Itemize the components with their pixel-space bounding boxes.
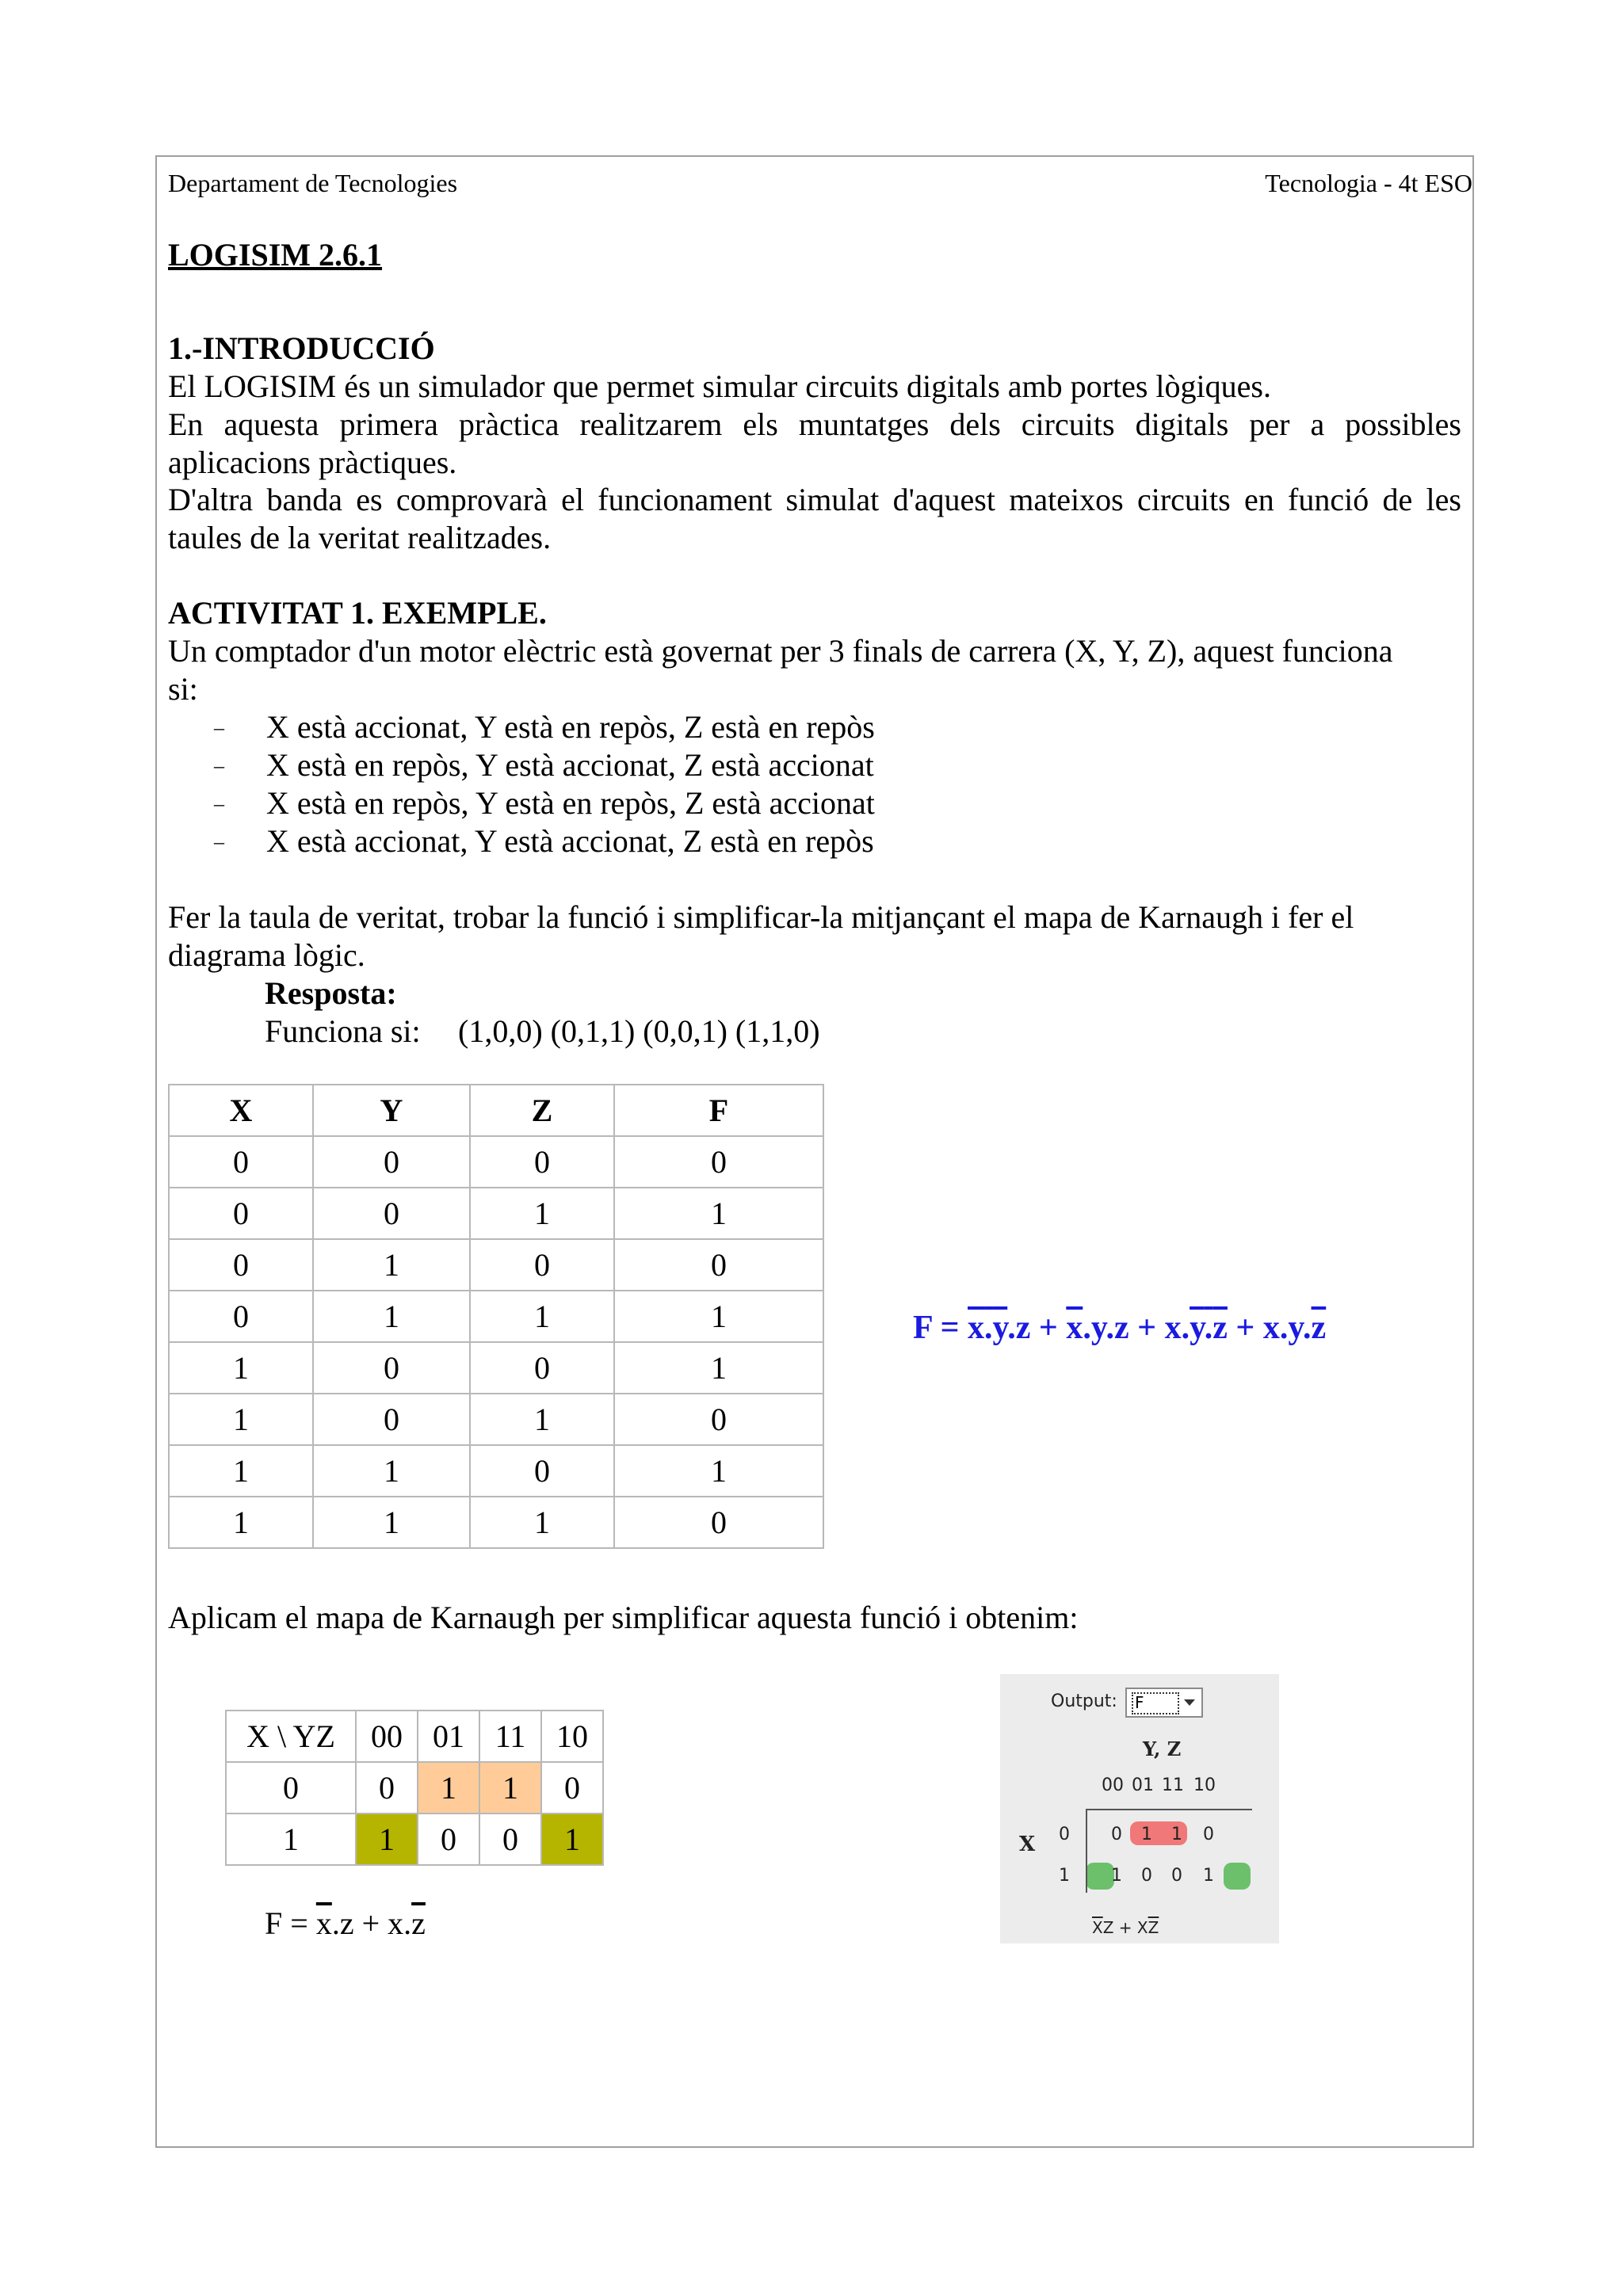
table-cell: 1 — [614, 1445, 823, 1497]
kmap-cell: 1 — [479, 1762, 541, 1814]
condition-item: X està en repòs, Y està accionat, Z està accionat — [266, 747, 874, 783]
intro-heading: 1.-INTRODUCCIÓ — [168, 330, 435, 366]
table-row — [169, 1497, 823, 1548]
negated-term: $\overline{Z}$ — [1148, 1918, 1159, 1937]
negated-term: $\overline{x}$ — [315, 1905, 332, 1941]
table-cell: 0 — [614, 1394, 823, 1445]
logisim-column-header: 11 — [1162, 1775, 1184, 1795]
table-cell: 1 — [470, 1394, 614, 1445]
logisim-cell: 1 — [1141, 1825, 1152, 1844]
table-row — [169, 1291, 823, 1342]
kmap-row — [226, 1762, 603, 1814]
intro-paragraph-1: El LOGISIM és un simulador que permet simular circuits digitals amb portes lògiques. — [168, 368, 1271, 404]
logisim-column-header: 10 — [1193, 1775, 1216, 1795]
formula-text: F = — [265, 1905, 316, 1941]
logisim-cell: 0 — [1203, 1825, 1214, 1844]
header-right: Tecnologia - 4t ESO — [1265, 169, 1472, 197]
output-label: Output: — [1051, 1691, 1117, 1711]
table-cell: 1 — [614, 1342, 823, 1394]
logisim-group-green — [1224, 1863, 1251, 1890]
table-row — [169, 1342, 823, 1394]
table-cell: 1 — [313, 1291, 470, 1342]
activity-heading: ACTIVITAT 1. EXEMPLE. — [168, 595, 547, 631]
condition-item: X està accionat, Y està accionat, Z està en repòs — [266, 823, 874, 859]
kmap-cell: 0 — [356, 1762, 418, 1814]
simplified-function-formula — [265, 1905, 426, 1942]
logisim-karnaugh-panel — [1000, 1674, 1279, 1943]
table-row — [169, 1445, 823, 1497]
table-cell: 1 — [614, 1188, 823, 1239]
table-cell: 0 — [470, 1342, 614, 1394]
table-cell: 0 — [470, 1239, 614, 1291]
output-select[interactable] — [1125, 1688, 1203, 1718]
logisim-cell: 0 — [1111, 1825, 1122, 1844]
formula-text: Z + X — [1102, 1918, 1148, 1937]
logisim-cell: 1 — [1111, 1866, 1122, 1886]
logisim-cell: 1 — [1171, 1825, 1182, 1844]
logisim-group-green — [1086, 1863, 1114, 1890]
negated-term: $\overline{y}$ — [992, 1310, 1008, 1346]
logisim-column-header: 01 — [1132, 1775, 1154, 1795]
table-cell: 1 — [313, 1239, 470, 1291]
truth-table — [168, 1084, 824, 1549]
logisim-cell: 0 — [1171, 1866, 1182, 1886]
table-cell: 1 — [169, 1497, 313, 1548]
answer-label: Resposta: — [265, 975, 397, 1011]
table-cell: 1 — [470, 1188, 614, 1239]
full-function-formula — [913, 1309, 1326, 1347]
table-cell: 0 — [313, 1342, 470, 1394]
output-select-value: F — [1132, 1692, 1179, 1714]
table-row — [169, 1188, 823, 1239]
logisim-cell: 0 — [1141, 1866, 1152, 1886]
negated-term: $\overline{z}$ — [1212, 1310, 1228, 1346]
kmap-left-rule — [1086, 1809, 1087, 1893]
table-row — [169, 1136, 823, 1188]
negated-term: $\overline{X}$ — [1092, 1918, 1103, 1937]
table-cell: 1 — [169, 1342, 313, 1394]
intro-paragraph-2-line-1: En aquesta primera pràctica realitzarem els muntatges dels circuits digitals per a possibles — [168, 406, 1461, 442]
table-cell: 1 — [169, 1394, 313, 1445]
kmap-cell: 1 — [418, 1762, 479, 1814]
kmap-cell: 1 — [356, 1814, 418, 1865]
table-cell: 1 — [313, 1497, 470, 1548]
negated-term: $\overline{z}$ — [411, 1905, 426, 1941]
kmap-header-row — [226, 1711, 603, 1762]
table-cell: 0 — [169, 1291, 313, 1342]
table-cell: 0 — [470, 1136, 614, 1188]
formula-lhs: F = — [913, 1310, 968, 1346]
kmap-cell: 0 — [418, 1814, 479, 1865]
task-line-1: Fer la taula de veritat, trobar la funció i simplificar-la mitjançant el mapa de Karnaugh i fer el — [168, 899, 1354, 935]
row-title: X — [1019, 1833, 1036, 1856]
karnaugh-map — [225, 1710, 604, 1866]
activity-description-line-1: Un comptador d'un motor elèctric està governat per 3 finals de carrera (X, Y, Z), aquest funciona — [168, 633, 1393, 669]
intro-paragraph-3-line-2: taules de la veritat realitzades. — [168, 520, 552, 555]
bullet-mark: – — [214, 830, 224, 853]
formula-text: + — [1030, 1310, 1067, 1346]
kmap-cell: 0 — [541, 1762, 603, 1814]
table-cell: 0 — [169, 1136, 313, 1188]
negated-term: $\overline{x}$ — [968, 1310, 985, 1346]
negated-term: . — [984, 1310, 993, 1346]
bullet-mark: – — [214, 792, 224, 815]
kmap-column-header: 01 — [418, 1711, 479, 1762]
document-title: LOGISIM 2.6.1 — [168, 237, 383, 273]
logisim-cell: 1 — [1203, 1866, 1214, 1886]
kmap-row-label: 0 — [226, 1762, 356, 1814]
header-left: Departament de Tecnologies — [168, 169, 458, 197]
table-cell: 1 — [614, 1291, 823, 1342]
kmap-column-header: 10 — [541, 1711, 603, 1762]
table-cell: 0 — [313, 1188, 470, 1239]
truth-table-header: X — [169, 1085, 313, 1136]
bullet-mark: – — [214, 716, 224, 739]
kmap-row-label: 1 — [226, 1814, 356, 1865]
works-label: Funciona si: — [265, 1013, 421, 1049]
table-cell: 0 — [614, 1239, 823, 1291]
truth-table-header: F — [614, 1085, 823, 1136]
condition-item: X està en repòs, Y està en repòs, Z està accionat — [266, 785, 875, 821]
bullet-mark: – — [214, 754, 224, 777]
table-cell: 1 — [169, 1445, 313, 1497]
kmap-cell: 0 — [479, 1814, 541, 1865]
formula-text: .z + x. — [331, 1905, 412, 1941]
table-row — [169, 1394, 823, 1445]
table-cell: 0 — [169, 1188, 313, 1239]
negated-term: $\overline{z}$ — [1311, 1310, 1327, 1346]
works-values: (1,0,0) (0,1,1) (0,0,1) (1,1,0) — [458, 1013, 820, 1049]
columns-title: Y, Z — [1143, 1737, 1182, 1760]
task-line-2: diagrama lògic. — [168, 937, 365, 973]
table-cell: 0 — [313, 1136, 470, 1188]
table-cell: 1 — [470, 1497, 614, 1548]
table-cell: 1 — [470, 1291, 614, 1342]
negated-term: . — [1204, 1310, 1213, 1346]
truth-table-header: Y — [313, 1085, 470, 1136]
table-row — [169, 1239, 823, 1291]
logisim-expression — [1092, 1918, 1159, 1937]
logisim-row-label: 0 — [1059, 1825, 1070, 1844]
logisim-row-label: 1 — [1059, 1866, 1070, 1886]
condition-item: X està accionat, Y està en repòs, Z està en repòs — [266, 709, 875, 745]
chevron-down-icon — [1184, 1699, 1195, 1706]
truth-table-header: Z — [470, 1085, 614, 1136]
intro-paragraph-3-line-1: D'altra banda es comprovarà el funcionament simulat d'aquest mateixos circuits en funció de les — [168, 482, 1461, 517]
negated-term: $\overline{x}$ — [1066, 1310, 1083, 1346]
karnaugh-intro: Aplicam el mapa de Karnaugh per simplificar aquesta funció i obtenim: — [168, 1600, 1079, 1635]
kmap-cell: 1 — [541, 1814, 603, 1865]
table-cell: 1 — [313, 1445, 470, 1497]
kmap-column-header: 00 — [356, 1711, 418, 1762]
formula-text: + x. — [1128, 1310, 1190, 1346]
negated-term: $\overline{y}$ — [1190, 1310, 1205, 1346]
formula-text: + x.y. — [1227, 1310, 1312, 1346]
table-cell: 0 — [313, 1394, 470, 1445]
formula-text: .z — [1007, 1310, 1031, 1346]
kmap-corner: X \ YZ — [226, 1711, 356, 1762]
activity-description-line-2: si: — [168, 671, 198, 707]
table-cell: 0 — [614, 1497, 823, 1548]
table-cell: 0 — [470, 1445, 614, 1497]
logisim-column-header: 00 — [1102, 1775, 1124, 1795]
intro-paragraph-2-line-2: aplicacions pràctiques. — [168, 444, 457, 480]
kmap-top-rule — [1086, 1809, 1252, 1810]
table-cell: 0 — [169, 1239, 313, 1291]
kmap-column-header: 11 — [479, 1711, 541, 1762]
kmap-row — [226, 1814, 603, 1865]
formula-text: .y.z — [1083, 1310, 1129, 1346]
table-cell: 0 — [614, 1136, 823, 1188]
